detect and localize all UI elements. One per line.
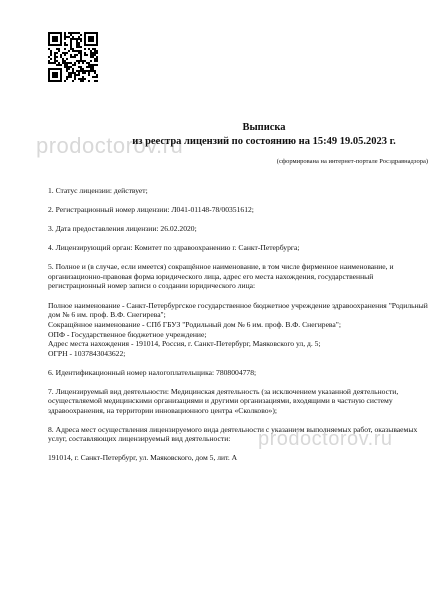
ogrn: ОГРН - 1037843043622; [48, 348, 126, 358]
item-organization-details [48, 301, 428, 359]
full-name: Полное наименование - Санкт-Петербургское государственное бюджетное учреждение здравоохранения "Родильный дом № 6 им. проф. В.Ф. Снегирева"; [48, 300, 428, 320]
watermark-top: prodoctorov.ru [36, 133, 184, 158]
item-activity: 7. Лицензируемый вид деятельности: Медицинская деятельность (за исключением указанной деятельности, осуществляемой медицинскими организациями и другими организациями, входящими в частную систему здравоохранения, на территории инновационного центра «Сколково»); [48, 386, 399, 415]
item-name-header: 5. Полное и (в случае, если имеется) сокращённое наименование, в том числе фирменное наименование, и организационно-правовая форма юридического лица, адрес его места нахождения, государственный регистрационный номер записи о создании юридического лица: [48, 261, 394, 291]
source-note: (сформирована на интернет-портале Росздравнадзора) [276, 158, 428, 165]
item-status: 1. Статус лицензии: действует; [48, 186, 148, 195]
document-title: Выписка [242, 122, 286, 133]
item-locations-header: 8. Адреса мест осуществления лицензируемого вида деятельности с указанием выполняемых работ, оказываемых услуг, составляющих лицензируемый вид деятельности: [48, 424, 418, 444]
address: Адрес места нахождения - 191014, Россия, г. Санкт-Петербург, Маяковского ул, д. 5; [48, 339, 321, 349]
opf: ОПФ - Государственное бюджетное учреждение; [48, 329, 207, 339]
short-name: Сокращённое наименование - СПб ГБУЗ "Родильный дом № 6 им. проф. В.Ф. Снегирева"; [48, 319, 341, 329]
item-inn: 6. Идентификационный номер налогоплательщика: 7808004778; [48, 367, 257, 377]
item-date: 3. Дата предоставления лицензии: 26.02.2020; [48, 223, 197, 233]
item-location-1: 191014, г. Санкт-Петербург, ул. Маяковского, дом 5, лит. А [48, 453, 238, 463]
watermark-bottom: prodoctorov.ru [258, 428, 393, 450]
item-reg-number: 2. Регистрационный номер лицензии: Л041-01148-78/00351612; [48, 204, 254, 214]
item-authority: 4. Лицензирующий орган: Комитет по здравоохранению г. Санкт-Петербурга; [48, 242, 300, 252]
document-subtitle-title: из реестра лицензий по состоянию на 15:49 19.05.2023 г. [132, 136, 396, 147]
qr-code-icon [48, 32, 98, 82]
